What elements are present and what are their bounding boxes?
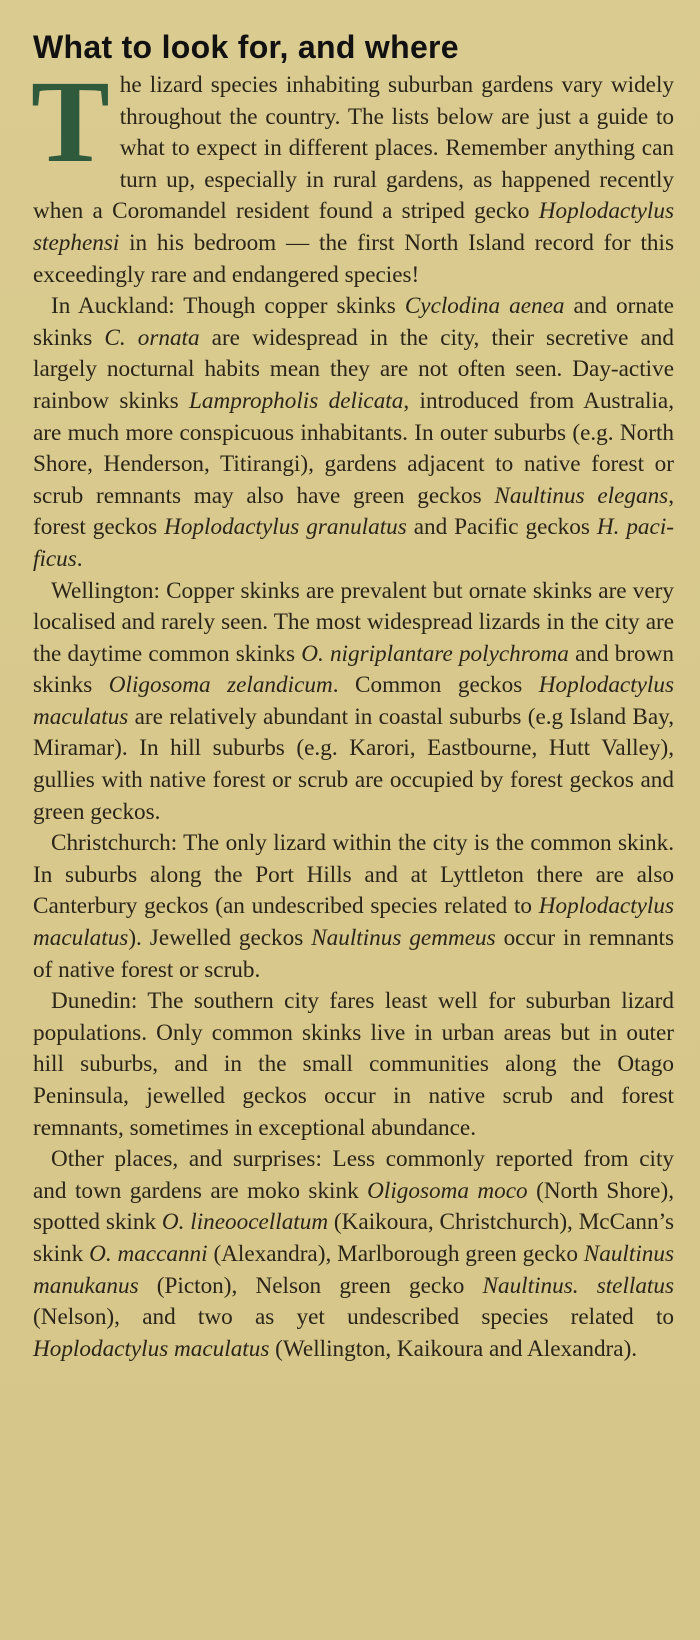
paragraph [33, 576, 674, 829]
text-run: (Picton), Nelson green gecko [138, 1272, 483, 1299]
text-run: he lizard species inhabiting suburban gardens vary widely throughout the country. The lists below are just a guide to what to expect in different places. Remember anything can turn up, especially in rural gardens, as happened recently when a Coromandel resident found a striped gecko [33, 72, 674, 225]
text-run: In Auckland: Though copper skinks [51, 293, 405, 320]
text-run: Other places, and surprises: Less commonly reported from city and town gardens are moko skink [33, 1146, 674, 1204]
paragraph [33, 291, 674, 575]
species-name: O. nigriplantare polychroma [301, 640, 569, 667]
text-run: in his bedroom — the first North Island record for this exceedingly rare and endangered species! [33, 229, 674, 288]
species-name: Lampropholis delicata [189, 387, 404, 414]
species-name: H. pacificus [33, 514, 674, 572]
text-run: Christchurch: The only lizard within the city is the common skink. In suburbs along the Port Hills and at Lyttleton there are also Canterbury geckos (an undescribed species related to [33, 830, 674, 920]
text-run: are relatively abundant in coastal suburbs (e.g Island Bay, Miramar). In hill suburbs (e.g. Karori, Eastbourne, Hutt Valley), gullies with native forest or scrub are occupied by forest geckos and green geckos. [33, 703, 674, 825]
text-run: are widespread in the city, their secretive and largely nocturnal habits mean they are not often seen. Day-active rainbow skinks [33, 324, 674, 414]
text-run: and ornate skinks [33, 293, 674, 351]
text-run: ). Jewelled geckos [128, 925, 312, 952]
text-run: , introduced from Australia, are much more conspicuous inhabitants. In outer suburbs (e.g. North Shore, Henderson, Titirangi), gardens adjacent to native forest or scrub remnants may also have green geckos [33, 387, 674, 509]
species-name: O. maccanni [89, 1240, 208, 1267]
species-name: Hoplodactylus granulatus [164, 514, 407, 541]
species-name: Hoplodactylus maculatus [33, 893, 674, 952]
species-name: C. ornata [104, 324, 200, 351]
text-run: and brown skinks [33, 640, 674, 699]
species-name: Naultinus gemmeus [311, 925, 496, 952]
species-name: O. lineoocellatum [161, 1209, 329, 1236]
text-run: Wellington: Copper skinks are prevalent but ornate skinks are very localised and rarely seen. The most widespread lizards in the city are the daytime common skinks [33, 577, 674, 667]
paragraph [31, 56, 674, 291]
drop-cap: T [31, 56, 110, 187]
paragraph [33, 986, 674, 1144]
text-run: Dunedin: The southern city fares least well for suburban lizard populations. Only common skinks live in urban areas but in outer hill suburbs, and in the small communities along the Otago Peninsula, jewelled geckos occur in native scrub and forest remnants, sometimes in exceptional abundance. [33, 988, 674, 1141]
species-name: Hoplodactylus stephensi [33, 198, 674, 256]
text-run: . [76, 545, 83, 572]
species-name: Naultinus. stellatus [482, 1272, 674, 1299]
article-body [31, 56, 675, 1365]
species-name: Naultinus manukanus [33, 1240, 674, 1299]
text-run: (Wellington, Kaikoura and Alexandra). [269, 1335, 638, 1362]
species-name: Hoplodactylus maculatus [33, 672, 674, 730]
text-run: occur in remnants of native forest or scrub. [33, 925, 675, 983]
text-run: , forest geckos [33, 482, 674, 541]
paragraph [33, 1144, 674, 1365]
species-name: Oligosoma moco [367, 1177, 528, 1204]
species-name: Hoplodactylus maculatus [33, 1335, 270, 1362]
species-name: Cyclodina aenea [404, 293, 565, 320]
text-run: (Alexandra), Marlborough green gecko [207, 1240, 584, 1267]
species-name: Naultinus elegans [494, 482, 669, 509]
text-run: . Common geckos [332, 672, 539, 699]
text-run: (Nelson), and two as yet undescribed species related to [33, 1304, 674, 1331]
text-run: (Kaikoura, Christchurch), McCann’s skink [33, 1209, 675, 1267]
species-name: Oligosoma zelandicum [108, 672, 333, 699]
paragraph [33, 828, 674, 986]
text-run: (North Shore), spotted skink [33, 1177, 674, 1236]
text-run: and Pacific geckos [406, 514, 597, 541]
section-heading: What to look for, and where [33, 29, 459, 65]
